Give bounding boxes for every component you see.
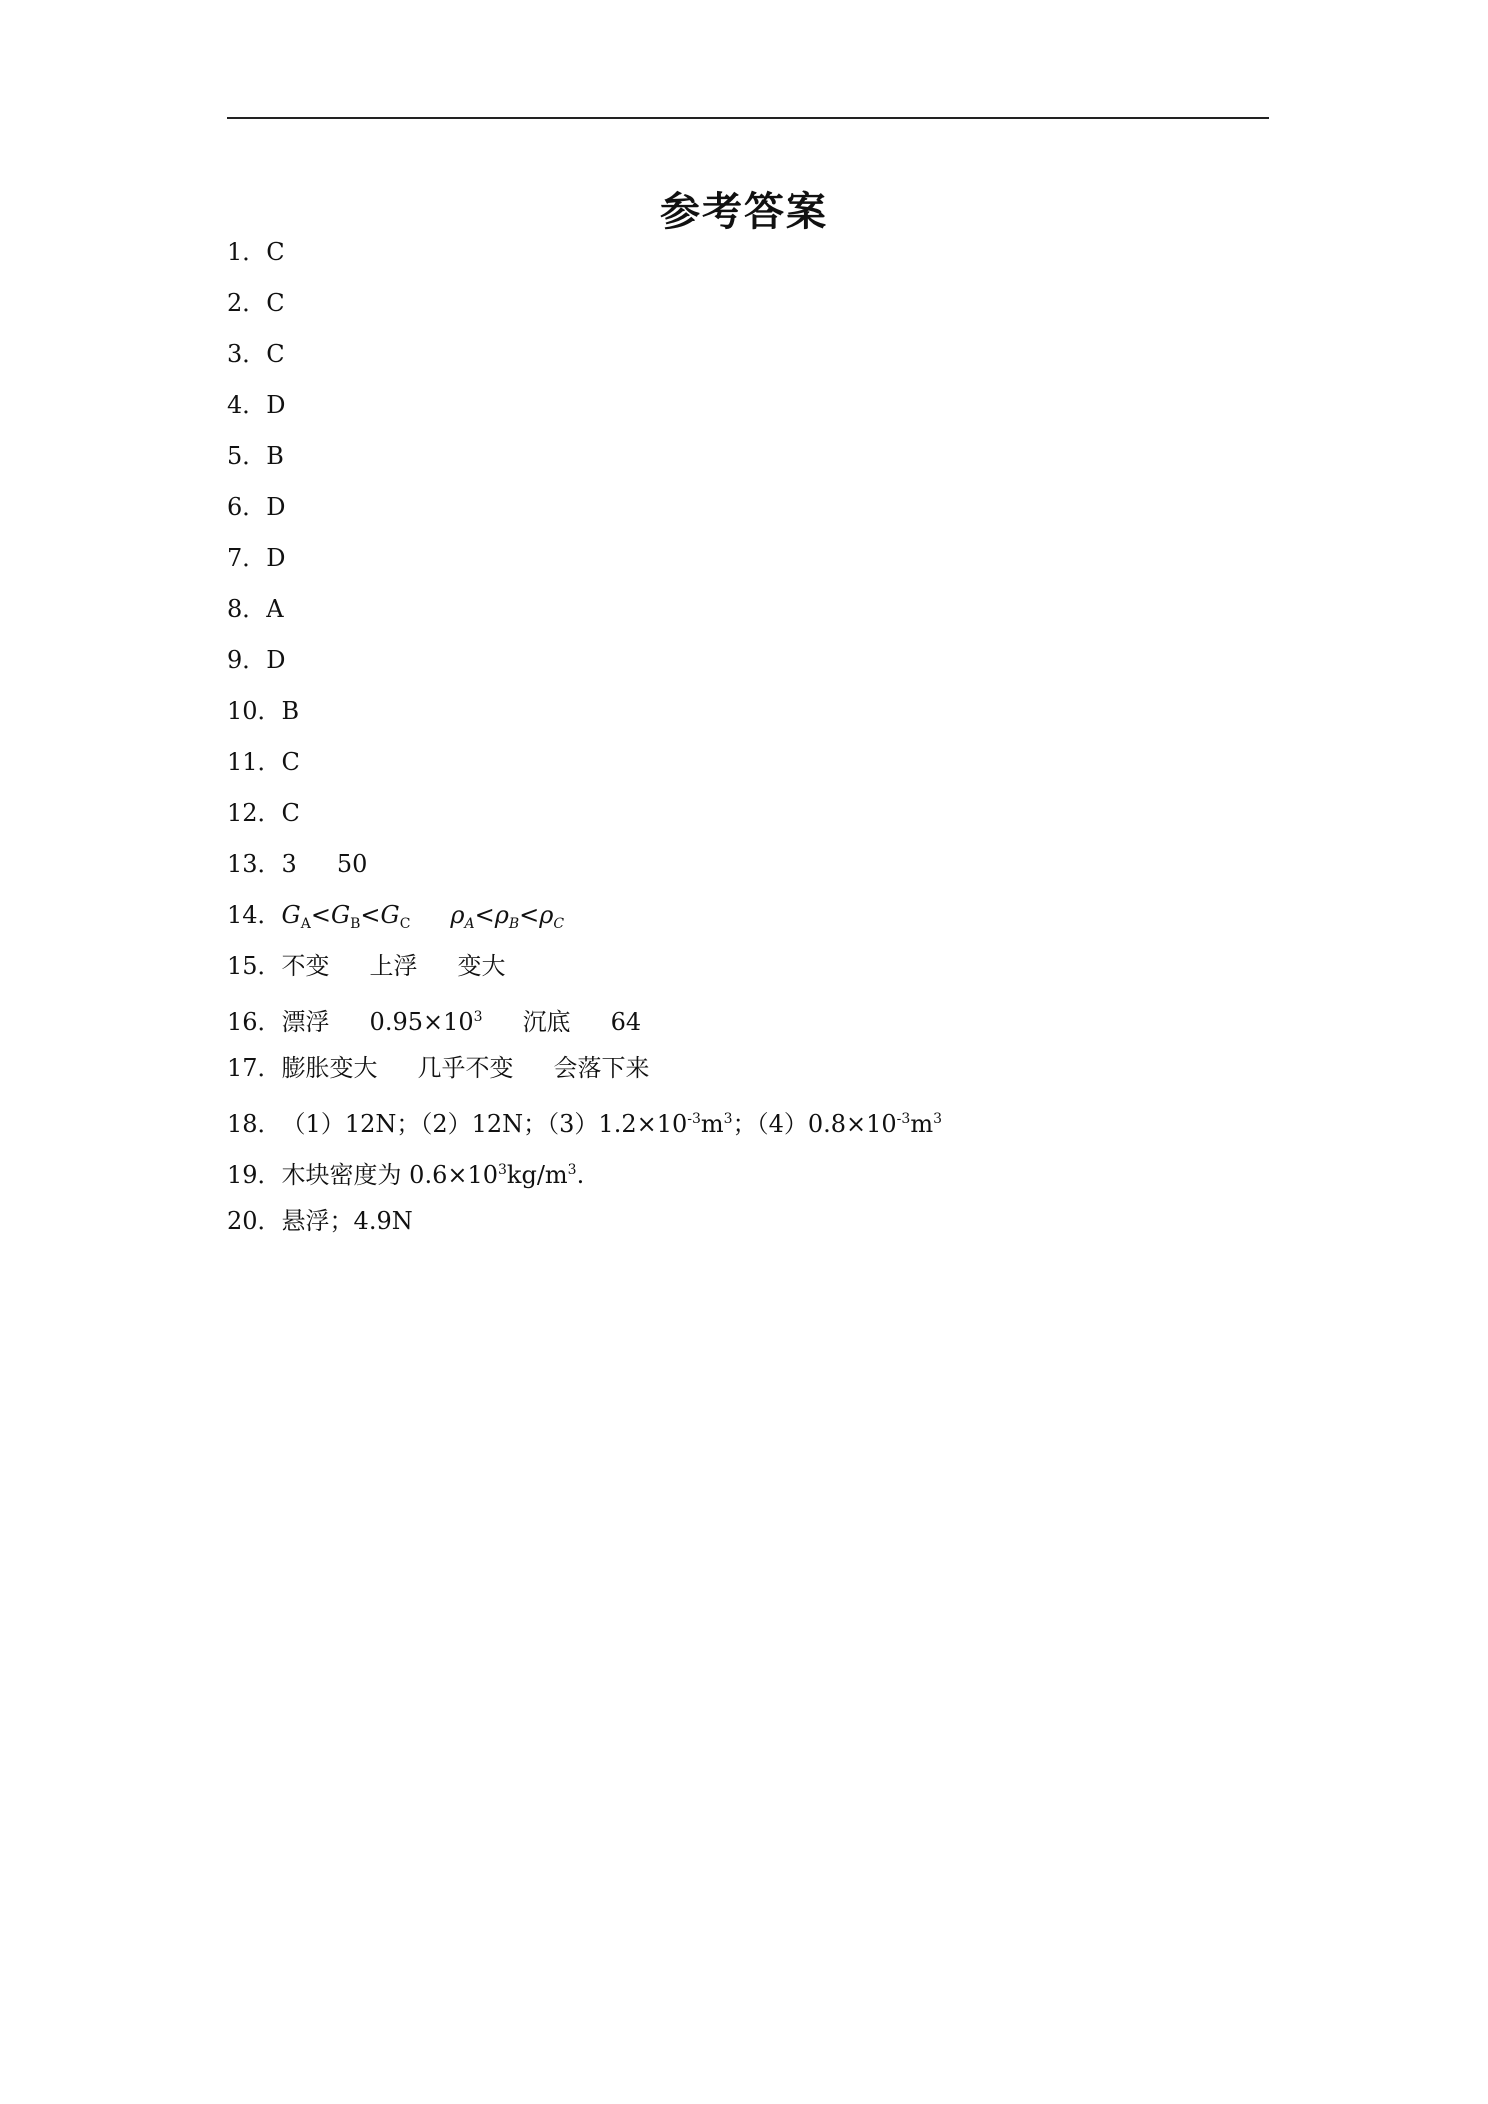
answer-number: 5 ． <box>227 436 266 476</box>
answer-row-6 <box>227 487 942 538</box>
superscript: -3 <box>687 1111 701 1127</box>
answer-row-3 <box>227 334 942 385</box>
answer-text: D <box>266 493 286 521</box>
answer-row-18 <box>227 1099 942 1150</box>
answer-text: C <box>281 799 300 827</box>
answer-number: 12 ． <box>227 793 282 833</box>
answer-row-17 <box>227 1048 942 1099</box>
answer-part: 变大 <box>457 952 506 980</box>
answer-row-9 <box>227 640 942 691</box>
answer-number: 6 ． <box>227 487 266 527</box>
less-than: < <box>519 901 540 929</box>
answer-part: 漂浮 <box>281 1008 330 1036</box>
answer-text: A <box>266 595 284 623</box>
answer-row-13 <box>227 844 942 895</box>
answer-part: 膨胀变大 <box>281 1054 378 1082</box>
density-inequality <box>450 901 565 932</box>
subscript: C <box>399 916 411 932</box>
answer-part: 0.95×10 <box>369 1008 474 1036</box>
superscript: -3 <box>896 1111 911 1127</box>
subscript: A <box>464 916 475 932</box>
answer-number: 10 ． <box>227 691 282 731</box>
answer-part: 几乎不变 <box>417 1054 514 1082</box>
answer-segment: m <box>910 1110 934 1138</box>
superscript: 3 <box>498 1162 507 1178</box>
answer-number: 1 ． <box>227 232 266 272</box>
less-than: < <box>310 901 331 929</box>
subscript: B <box>508 916 520 932</box>
answer-text: C <box>266 238 285 266</box>
header-rule <box>227 117 1269 119</box>
answer-segment: （1）12N；（2）12N；（3）1.2×10 <box>281 1110 688 1138</box>
answer-segment: . <box>576 1161 585 1189</box>
answer-part: 上浮 <box>369 952 418 980</box>
answer-segment: 木块密度为 0.6×10 <box>281 1161 498 1189</box>
answer-text: D <box>266 544 286 572</box>
answer-row-1 <box>227 232 942 283</box>
answer-row-11 <box>227 742 942 793</box>
answer-row-5 <box>227 436 942 487</box>
answer-part: 3 <box>281 850 297 878</box>
subscript: C <box>553 916 565 932</box>
answer-text: D <box>266 391 286 419</box>
symbol-g: G <box>281 901 301 929</box>
symbol-rho: ρ <box>539 901 554 929</box>
answer-text: C <box>281 748 300 776</box>
superscript: 3 <box>933 1111 942 1127</box>
answer-row-10 <box>227 691 942 742</box>
answer-number: 9 ． <box>227 640 266 680</box>
subscript: A <box>300 916 311 932</box>
symbol-rho: ρ <box>494 901 509 929</box>
answer-number: 19 ． <box>227 1155 282 1195</box>
answer-part: 不变 <box>281 952 330 980</box>
answer-number: 8 ． <box>227 589 266 629</box>
answer-number: 2 ． <box>227 283 266 323</box>
answer-part: 会落下来 <box>553 1054 650 1082</box>
answer-part: 沉底 <box>522 1008 571 1036</box>
answer-segment: kg/m <box>506 1161 568 1189</box>
answer-number: 4 ． <box>227 385 266 425</box>
symbol-g: G <box>330 901 351 929</box>
answer-number: 17 ． <box>227 1048 282 1088</box>
answer-text: 悬浮；4.9N <box>281 1207 413 1235</box>
answer-number: 13 ． <box>227 844 282 884</box>
page-title: 参考答案 <box>660 189 828 235</box>
answer-row-20 <box>227 1201 942 1252</box>
answer-text: C <box>266 340 285 368</box>
answer-number: 14 ． <box>227 895 282 935</box>
answer-number: 7 ． <box>227 538 266 578</box>
answer-row-4 <box>227 385 942 436</box>
answer-text: D <box>266 646 286 674</box>
answer-segment: ；（4）0.8×10 <box>732 1110 897 1138</box>
answer-text: B <box>281 697 300 725</box>
symbol-rho: ρ <box>450 901 465 929</box>
superscript: 3 <box>723 1111 733 1127</box>
answer-row-15 <box>227 946 942 997</box>
answer-text: B <box>266 442 284 470</box>
answer-row-2 <box>227 283 942 334</box>
symbol-g: G <box>380 901 400 929</box>
answer-row-8 <box>227 589 942 640</box>
less-than: < <box>474 901 495 929</box>
answer-number: 3 ． <box>227 334 266 374</box>
answer-part: 64 <box>610 1008 642 1036</box>
answer-row-19 <box>227 1150 942 1201</box>
answer-number: 15 ． <box>227 946 282 986</box>
superscript: 3 <box>567 1162 577 1178</box>
answer-row-16 <box>227 997 942 1048</box>
superscript: 3 <box>473 1009 483 1025</box>
answer-segment: m <box>700 1110 724 1138</box>
answer-list <box>227 232 942 1252</box>
less-than: < <box>360 901 381 929</box>
answer-number: 11 ． <box>227 742 282 782</box>
answer-number: 20 ． <box>227 1201 282 1241</box>
answer-part: 50 <box>336 850 368 878</box>
weight-inequality <box>281 901 411 932</box>
answer-row-7 <box>227 538 942 589</box>
subscript: B <box>350 916 361 932</box>
answer-number: 16 ． <box>227 1002 282 1042</box>
answer-text: C <box>266 289 285 317</box>
answer-row-14 <box>227 895 942 946</box>
answer-row-12 <box>227 793 942 844</box>
answer-number: 18 ． <box>227 1104 282 1144</box>
